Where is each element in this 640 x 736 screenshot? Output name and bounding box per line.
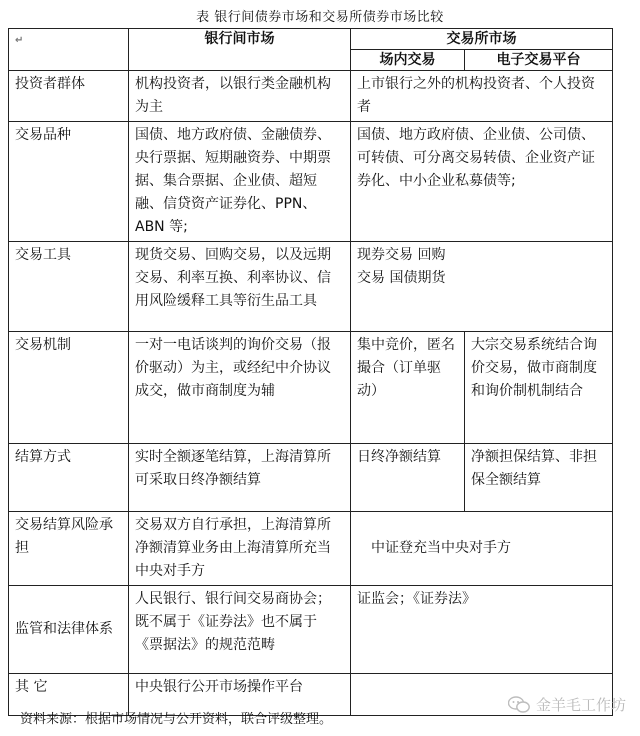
exchange-header: 交易所市场 [351,29,613,50]
floor-trading-header: 场内交易 [351,50,465,71]
table-caption: 表 银行间债券市场和交易所债券市场比较 [196,10,444,25]
electronic-platform-cell: 净额担保结算、非担保全额结算 [465,444,613,512]
comparison-table [8,28,613,716]
table-row [9,586,613,674]
interbank-cell: 人民银行、银行间交易商协会；既不属于《证券法》也不属于《票据法》的规范范畴 [129,586,351,674]
interbank-cell: 一对一电话谈判的询价交易（报价驱动）为主，或经纪中介协议成交，做市商制度为辅 [129,332,351,444]
electronic-platform-cell: 大宗交易系统结合询价交易，做市商制度和询价制机制结合 [465,332,613,444]
row-label: 其 它 [9,674,129,716]
exchange-cell: 上市银行之外的机构投资者、个人投资者 [351,71,613,122]
row-label: 投资者群体 [9,71,129,122]
interbank-cell: 国债、地方政府债、金融债券、央行票据、短期融资券、中期票据、集合票据、企业债、超短融、信贷资产证券化、PPN、ABN 等; [129,122,351,242]
interbank-cell: 实时全额逐笔结算，上海清算所可采取日终净额结算 [129,444,351,512]
exchange-cell: 中证登充当中央对手方 [351,512,613,586]
watermark [508,694,626,715]
table-row [9,444,613,512]
chat-bubble-icon [508,696,530,714]
interbank-header: 银行间市场 [129,29,351,71]
table-row [9,332,613,444]
corner-cell: ↵ [9,29,129,71]
watermark-text: 金羊毛工作坊 [535,696,626,714]
table-row [9,122,613,242]
row-label: 监管和法律体系 [9,586,129,674]
floor-trading-cell: 日终净额结算 [351,444,465,512]
row-label: 交易结算风险承担 [9,512,129,586]
row-label: 结算方式 [9,444,129,512]
row-label: 交易机制 [9,332,129,444]
interbank-cell: 机构投资者，以银行类金融机构为主 [129,71,351,122]
interbank-cell: 中央银行公开市场操作平台 [129,674,351,716]
table-row [9,512,613,586]
row-label: 交易品种 [9,122,129,242]
electronic-platform-header: 电子交易平台 [465,50,613,71]
exchange-cell: 国债、地方政府债、企业债、公司债、可转债、可分离交易转债、企业资产证券化、中小企业私募债等; [351,122,613,242]
floor-trading-cell: 集中竞价，匿名撮合（订单驱动） [351,332,465,444]
table-row [9,242,613,332]
interbank-cell: 现货交易、回购交易，以及远期交易、利率互换、利率协议、信用风险缓释工具等衍生品工具 [129,242,351,332]
exchange-cell: 证监会；《证券法》 [351,586,613,674]
source-footnote: 资料来源：根据市场情况与公开资料，联合评级整理。 [20,712,333,727]
table-row [9,71,613,122]
electronic-platform-cell [465,242,613,332]
row-label: 交易工具 [9,242,129,332]
floor-trading-cell: 现券交易 回购交易 国债期货 [351,242,465,332]
header-row [9,29,613,50]
interbank-cell: 交易双方自行承担，上海清算所净额清算业务由上海清算所充当中央对手方 [129,512,351,586]
